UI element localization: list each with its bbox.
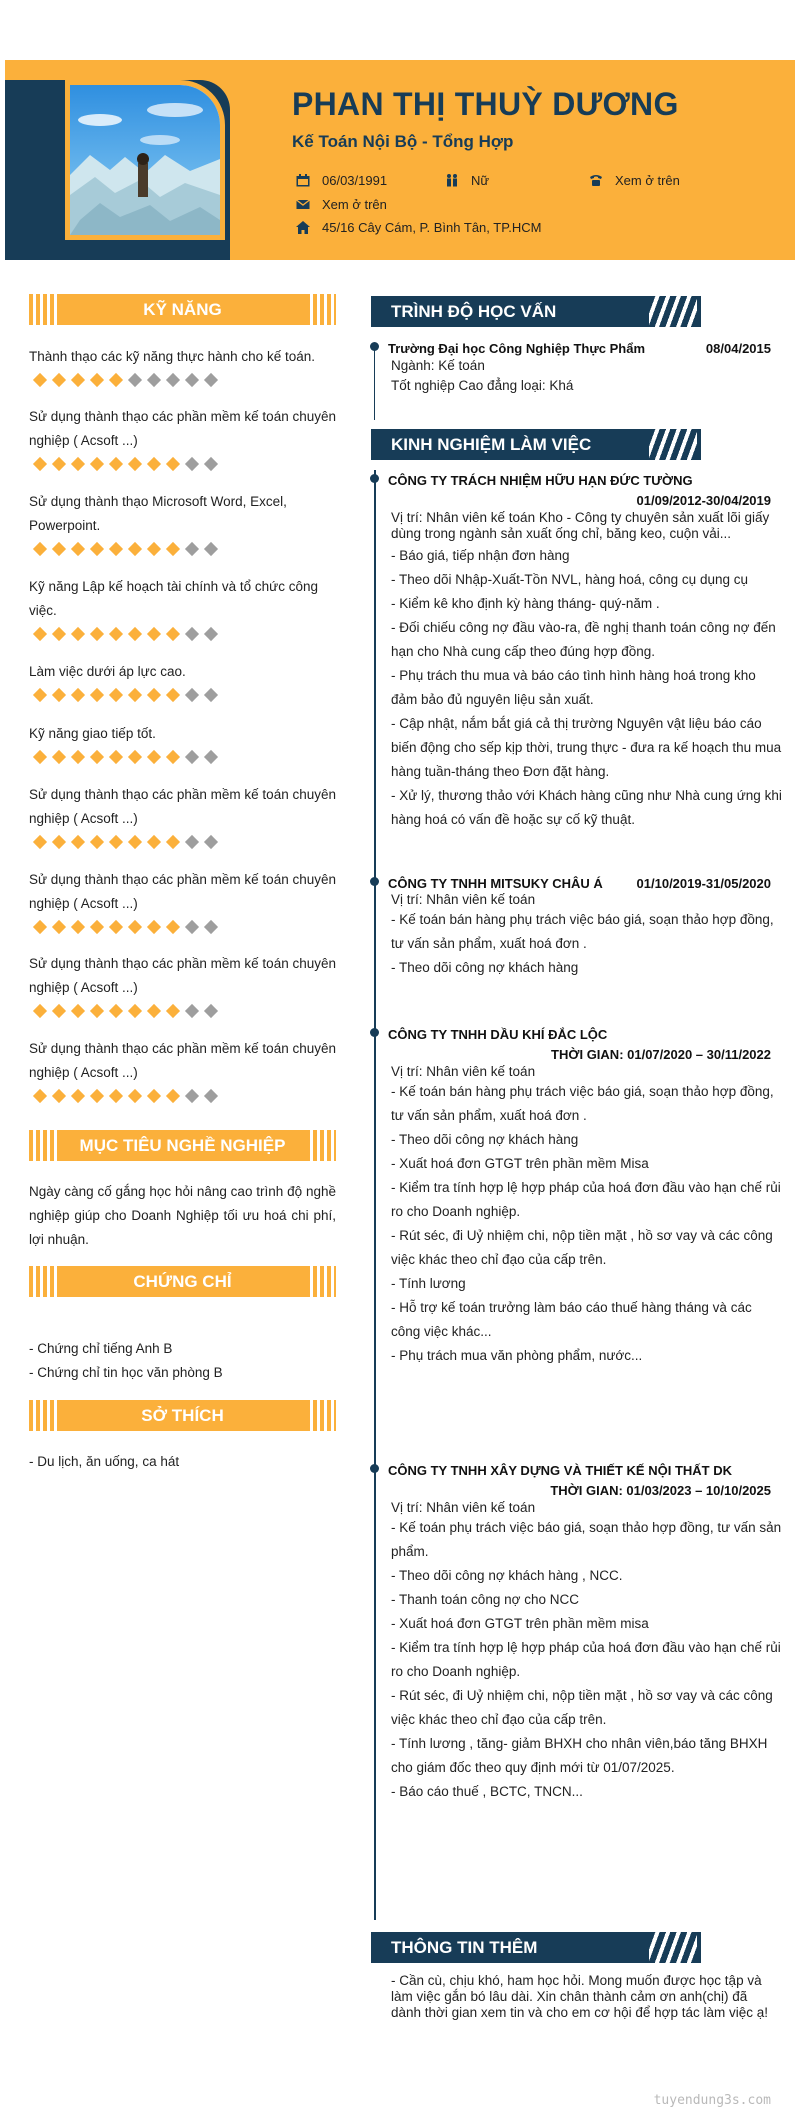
email-value: Xem ở trên — [322, 197, 387, 212]
skills-heading: KỸ NĂNG — [29, 294, 336, 325]
skill-rating — [33, 1004, 223, 1018]
rating-diamond-filled — [52, 627, 66, 641]
rating-diamond-filled — [128, 688, 142, 702]
objective-text: Ngày càng cố gắng học hỏi nâng cao trình độ nghề nghiệp giúp cho Doanh Nghiệp tối ưu hoá chi phí, lợi nhuận. — [29, 1184, 336, 1247]
job-duty: - Kế toán phụ trách việc báo giá, soạn thảo hợp đồng, tư vấn sản phẩm. — [391, 1520, 782, 1559]
rating-diamond-empty — [204, 750, 218, 764]
job-duty: - Theo dõi công nợ khách hàng — [391, 1132, 579, 1147]
additional-info-text: - Cần cù, chịu khó, ham học hỏi. Mong muốn được học tập và làm việc gắn bó lâu dài. Xin chân thành cảm ơn anh(chị) đã dành thời gian xem tin và cho em cơ hội để hợp tác làm việc ạ! — [391, 1973, 768, 2020]
rating-diamond-empty — [204, 835, 218, 849]
rating-diamond-filled — [166, 750, 180, 764]
rating-diamond-filled — [109, 1089, 123, 1103]
education-degree: Tốt nghiệp Cao đẳng loại: Khá — [391, 378, 574, 393]
rating-diamond-filled — [33, 688, 47, 702]
rating-diamond-empty — [204, 627, 218, 641]
rating-diamond-empty — [185, 920, 199, 934]
education-date: 08/04/2015 — [705, 341, 771, 356]
rating-diamond-filled — [33, 542, 47, 556]
experience-timeline — [374, 470, 376, 1920]
rating-diamond-filled — [90, 750, 104, 764]
rating-diamond-empty — [147, 373, 161, 387]
rating-diamond-filled — [90, 542, 104, 556]
job-duty: - Thanh toán công nợ cho NCC — [391, 1592, 579, 1607]
job-details — [391, 1500, 783, 1804]
rating-diamond-empty — [204, 1089, 218, 1103]
rating-diamond-filled — [166, 542, 180, 556]
rating-diamond-filled — [52, 920, 66, 934]
job-duty: - Xuất hoá đơn GTGT trên phần mềm Misa — [391, 1156, 649, 1171]
experience-heading: KINH NGHIỆM LÀM VIỆC — [371, 429, 701, 460]
rating-diamond-filled — [71, 457, 85, 471]
timeline-dot — [370, 342, 379, 351]
skill-label: Sử dụng thành thạo các phần mềm kế toán chuyên nghiệp ( Acsoft ...) — [29, 409, 336, 448]
rating-diamond-filled — [90, 457, 104, 471]
rating-diamond-filled — [166, 688, 180, 702]
rating-diamond-filled — [109, 750, 123, 764]
hobbies-text: - Du lịch, ăn uống, ca hát — [29, 1454, 180, 1469]
job-details — [391, 510, 783, 832]
rating-diamond-filled — [128, 1089, 142, 1103]
rating-diamond-filled — [90, 835, 104, 849]
education-timeline — [374, 345, 375, 420]
skill-label: Sử dụng thành thạo các phần mềm kế toán chuyên nghiệp ( Acsoft ...) — [29, 1041, 336, 1080]
rating-diamond-empty — [204, 457, 218, 471]
education-major: Ngành: Kế toán — [391, 358, 485, 373]
rating-diamond-filled — [147, 1004, 161, 1018]
rating-diamond-filled — [71, 627, 85, 641]
certificate-item: - Chứng chỉ tin học văn phòng B — [29, 1365, 223, 1380]
rating-diamond-filled — [33, 1004, 47, 1018]
rating-diamond-filled — [128, 835, 142, 849]
rating-diamond-filled — [90, 627, 104, 641]
job-position: Vị trí: Nhân viên kế toán — [391, 892, 536, 907]
job-duty: - Kế toán bán hàng phụ trách việc báo giá, soạn thảo hợp đồng, tư vấn sản phẩm, xuất hoá đơn . — [391, 912, 774, 951]
avatar — [65, 80, 225, 240]
rating-diamond-filled — [166, 627, 180, 641]
rating-diamond-filled — [33, 835, 47, 849]
rating-diamond-filled — [147, 627, 161, 641]
rating-diamond-filled — [71, 373, 85, 387]
rating-diamond-filled — [147, 920, 161, 934]
school-name: Trường Đại học Công Nghiệp Thực Phẩm — [388, 341, 646, 356]
skill-label: Sử dụng thành thạo các phần mềm kế toán chuyên nghiệp ( Acsoft ...) — [29, 787, 336, 826]
rating-diamond-filled — [166, 457, 180, 471]
job-duty: - Phụ trách thu mua và báo cáo tình hình hàng hoá trong kho đảm bảo đủ nguyên liệu sản xuất. — [391, 668, 756, 707]
job-position: Vị trí: Nhân viên kế toán — [391, 1064, 536, 1079]
job-duty: - Tính lương , tăng- giảm BHXH cho nhân viên,báo tăng BHXH cho giám đốc theo quy định mới từ 01/07/2025. — [391, 1736, 768, 1775]
rating-diamond-filled — [166, 1004, 180, 1018]
rating-diamond-filled — [128, 457, 142, 471]
skill-rating — [33, 835, 223, 849]
job-date: 01/09/2012-30/04/2019 — [636, 493, 771, 508]
job-duty: - Báo giá, tiếp nhận đơn hàng — [391, 548, 570, 563]
rating-diamond-filled — [71, 1004, 85, 1018]
job-date: 01/10/2019-31/05/2020 — [636, 876, 771, 891]
rating-diamond-filled — [128, 542, 142, 556]
rating-diamond-filled — [71, 1089, 85, 1103]
phone-row — [589, 173, 680, 188]
rating-diamond-empty — [204, 1004, 218, 1018]
rating-diamond-empty — [166, 373, 180, 387]
rating-diamond-filled — [147, 688, 161, 702]
skill-rating — [33, 1089, 223, 1103]
timeline-dot — [370, 877, 379, 886]
job-company: CÔNG TY TNHH XÂY DỰNG VÀ THIẾT KẾ NỘI THẤT DK — [388, 1463, 732, 1478]
certificates-heading: CHỨNG CHỈ — [29, 1266, 336, 1297]
skill-label: Thành thạo các kỹ năng thực hành cho kế toán. — [29, 349, 315, 364]
address-row — [296, 220, 541, 235]
timeline-dot — [370, 1028, 379, 1037]
rating-diamond-filled — [109, 1004, 123, 1018]
job-company: CÔNG TY TRÁCH NHIỆM HỮU HẠN ĐỨC TƯỜNG — [388, 473, 693, 488]
rating-diamond-filled — [52, 457, 66, 471]
phone-value: Xem ở trên — [615, 173, 680, 188]
rating-diamond-empty — [185, 750, 199, 764]
cv-header — [5, 60, 795, 260]
rating-diamond-filled — [33, 373, 47, 387]
rating-diamond-empty — [185, 457, 199, 471]
rating-diamond-filled — [90, 1004, 104, 1018]
skill-rating — [33, 920, 223, 934]
rating-diamond-filled — [166, 1089, 180, 1103]
additional-info-heading: THÔNG TIN THÊM — [371, 1932, 701, 1963]
rating-diamond-filled — [147, 750, 161, 764]
gender-value: Nữ — [471, 173, 490, 188]
rating-diamond-filled — [147, 835, 161, 849]
rating-diamond-empty — [185, 835, 199, 849]
watermark: tuyendung3s.com — [653, 2093, 771, 2108]
email-row — [296, 197, 387, 212]
rating-diamond-filled — [109, 373, 123, 387]
skill-rating — [33, 627, 223, 641]
education-heading: TRÌNH ĐỘ HỌC VẤN — [371, 296, 701, 327]
birthday-row — [296, 173, 387, 188]
skill-label: Kỹ năng giao tiếp tốt. — [29, 726, 156, 741]
skill-rating — [33, 542, 223, 556]
calendar-icon — [296, 174, 310, 187]
rating-diamond-filled — [52, 542, 66, 556]
job-title: Kế Toán Nội Bộ - Tổng Hợp — [292, 132, 514, 151]
skill-rating — [33, 688, 223, 702]
skill-label: Sử dụng thành thạo các phần mềm kế toán chuyên nghiệp ( Acsoft ...) — [29, 956, 336, 995]
rating-diamond-empty — [204, 542, 218, 556]
job-details — [391, 1064, 783, 1368]
job-details — [391, 892, 783, 980]
job-duty: - Xử lý, thương thảo với Khách hàng cũng như Nhà cung ứng khi hàng hoá có vấn đề hoặc sự cố kỹ thuật. — [391, 788, 782, 827]
job-date: THỜI GIAN: 01/03/2023 – 10/10/2025 — [550, 1483, 771, 1498]
rating-diamond-filled — [52, 1004, 66, 1018]
rating-diamond-filled — [128, 1004, 142, 1018]
skill-label: Kỹ năng Lập kế hoạch tài chính và tổ chức công việc. — [29, 579, 318, 618]
rating-diamond-filled — [128, 920, 142, 934]
rating-diamond-filled — [52, 373, 66, 387]
certificate-item: - Chứng chỉ tiếng Anh B — [29, 1341, 173, 1356]
rating-diamond-empty — [185, 373, 199, 387]
skill-label: Sử dụng thành thạo Microsoft Word, Excel, Powerpoint. — [29, 494, 287, 533]
job-duty: - Tính lương — [391, 1276, 466, 1291]
rating-diamond-filled — [90, 920, 104, 934]
people-icon — [445, 174, 459, 187]
rating-diamond-filled — [71, 920, 85, 934]
rating-diamond-empty — [185, 627, 199, 641]
rating-diamond-filled — [109, 627, 123, 641]
profile-photo — [70, 85, 220, 235]
rating-diamond-filled — [33, 750, 47, 764]
rating-diamond-filled — [147, 542, 161, 556]
job-duty: - Theo dõi công nợ khách hàng — [391, 960, 579, 975]
rating-diamond-filled — [109, 835, 123, 849]
rating-diamond-empty — [185, 542, 199, 556]
rating-diamond-filled — [147, 457, 161, 471]
rating-diamond-filled — [166, 835, 180, 849]
address-value: 45/16 Cây Cám, P. Bình Tân, TP.HCM — [322, 220, 542, 235]
job-duty: - Hỗ trợ kế toán trưởng làm báo cáo thuế hàng tháng và các công việc khác... — [391, 1300, 752, 1339]
birthday-value: 06/03/1991 — [322, 173, 388, 188]
job-duty: - Rút séc, đi Uỷ nhiệm chi, nộp tiền mặt , hồ sơ vay và các công việc khác theo chỉ đạo của cấp trên. — [391, 1228, 773, 1267]
rating-diamond-filled — [52, 1089, 66, 1103]
job-company: CÔNG TY TNHH DẦU KHÍ ĐẮC LỘC — [388, 1027, 608, 1042]
rating-diamond-filled — [33, 457, 47, 471]
skill-rating — [33, 373, 223, 387]
rating-diamond-filled — [33, 920, 47, 934]
rating-diamond-filled — [128, 627, 142, 641]
rating-diamond-filled — [166, 920, 180, 934]
job-position: Vị trí: Nhân viên kế toán — [391, 1500, 536, 1515]
job-duty: - Xuất hoá đơn GTGT trên phần mềm misa — [391, 1616, 649, 1631]
rating-diamond-empty — [204, 373, 218, 387]
rating-diamond-filled — [52, 835, 66, 849]
rating-diamond-filled — [109, 457, 123, 471]
job-duty: - Theo dõi Nhập-Xuất-Tồn NVL, hàng hoá, công cụ dụng cụ — [391, 572, 748, 587]
job-duty: - Rút séc, đi Uỷ nhiệm chi, nộp tiền mặt , hồ sơ vay và các công việc khác theo chỉ đạo của cấp trên. — [391, 1688, 773, 1727]
objective-heading: MỤC TIÊU NGHỀ NGHIỆP — [29, 1130, 336, 1161]
rating-diamond-filled — [52, 750, 66, 764]
rating-diamond-empty — [185, 1004, 199, 1018]
job-duty: - Kiểm tra tính hợp lệ hợp pháp của hoá đơn đầu vào hạn chế rủi ro cho Doanh nghiệp. — [391, 1180, 781, 1219]
home-icon — [296, 221, 310, 234]
job-duty: - Phụ trách mua văn phòng phẩm, nước... — [391, 1348, 643, 1363]
hobbies-heading: SỞ THÍCH — [29, 1400, 336, 1431]
rating-diamond-filled — [33, 1089, 47, 1103]
job-duty: - Kế toán bán hàng phụ trách việc báo giá, soạn thảo hợp đồng, tư vấn sản phẩm, xuất hoá đơn . — [391, 1084, 774, 1123]
rating-diamond-filled — [71, 688, 85, 702]
rating-diamond-empty — [204, 688, 218, 702]
rating-diamond-empty — [185, 1089, 199, 1103]
job-date: THỜI GIAN: 01/07/2020 – 30/11/2022 — [551, 1047, 771, 1062]
job-company: CÔNG TY TNHH MITSUKY CHÂU Á — [388, 876, 603, 891]
rating-diamond-filled — [33, 627, 47, 641]
rating-diamond-filled — [71, 750, 85, 764]
envelope-icon — [296, 198, 310, 211]
job-duty: - Kiểm kê kho định kỳ hàng tháng- quý-năm . — [391, 596, 660, 611]
rating-diamond-empty — [204, 920, 218, 934]
rating-diamond-filled — [128, 750, 142, 764]
rating-diamond-empty — [128, 373, 142, 387]
timeline-dot — [370, 1464, 379, 1473]
job-duty: - Báo cáo thuế , BCTC, TNCN... — [391, 1784, 583, 1799]
rating-diamond-filled — [109, 688, 123, 702]
rating-diamond-filled — [71, 835, 85, 849]
rating-diamond-filled — [52, 688, 66, 702]
job-position: Vị trí: Nhân viên kế toán Kho - Công ty chuyên sản xuất lõi giấy dùng trong ngành sản xuất ống chỉ, băng keo, cuộn vải... — [391, 510, 770, 541]
skill-rating — [33, 457, 223, 471]
job-duty: - Theo dõi công nợ khách hàng , NCC. — [391, 1568, 623, 1583]
skill-rating — [33, 750, 223, 764]
job-duty: - Cập nhật, nắm bắt giá cả thị trường Nguyên vật liệu báo cáo biến động cho sếp kịp thời, trung thực - đưa ra kế hoạch thu mua hàng tuần-tháng theo Đơn đặt hàng. — [391, 716, 782, 779]
rating-diamond-filled — [147, 1089, 161, 1103]
job-duty: - Đối chiếu công nợ đầu vào-ra, đề nghị thanh toán công nợ đến hạn cho Nhà cung cấp theo đúng hợp đồng. — [391, 620, 776, 659]
skill-label: Làm việc dưới áp lực cao. — [29, 664, 186, 679]
candidate-name: PHAN THỊ THUỲ DƯƠNG — [292, 86, 679, 122]
skill-label: Sử dụng thành thạo các phần mềm kế toán chuyên nghiệp ( Acsoft ...) — [29, 872, 336, 911]
rating-diamond-filled — [71, 542, 85, 556]
rating-diamond-empty — [185, 688, 199, 702]
job-duty: - Kiểm tra tính hợp lệ hợp pháp của hoá đơn đầu vào hạn chế rủi ro cho Doanh nghiệp. — [391, 1640, 781, 1679]
rating-diamond-filled — [90, 1089, 104, 1103]
rating-diamond-filled — [109, 920, 123, 934]
rating-diamond-filled — [90, 373, 104, 387]
phone-icon — [589, 174, 603, 187]
timeline-dot — [370, 474, 379, 483]
rating-diamond-filled — [109, 542, 123, 556]
gender-row — [445, 173, 489, 188]
rating-diamond-filled — [90, 688, 104, 702]
